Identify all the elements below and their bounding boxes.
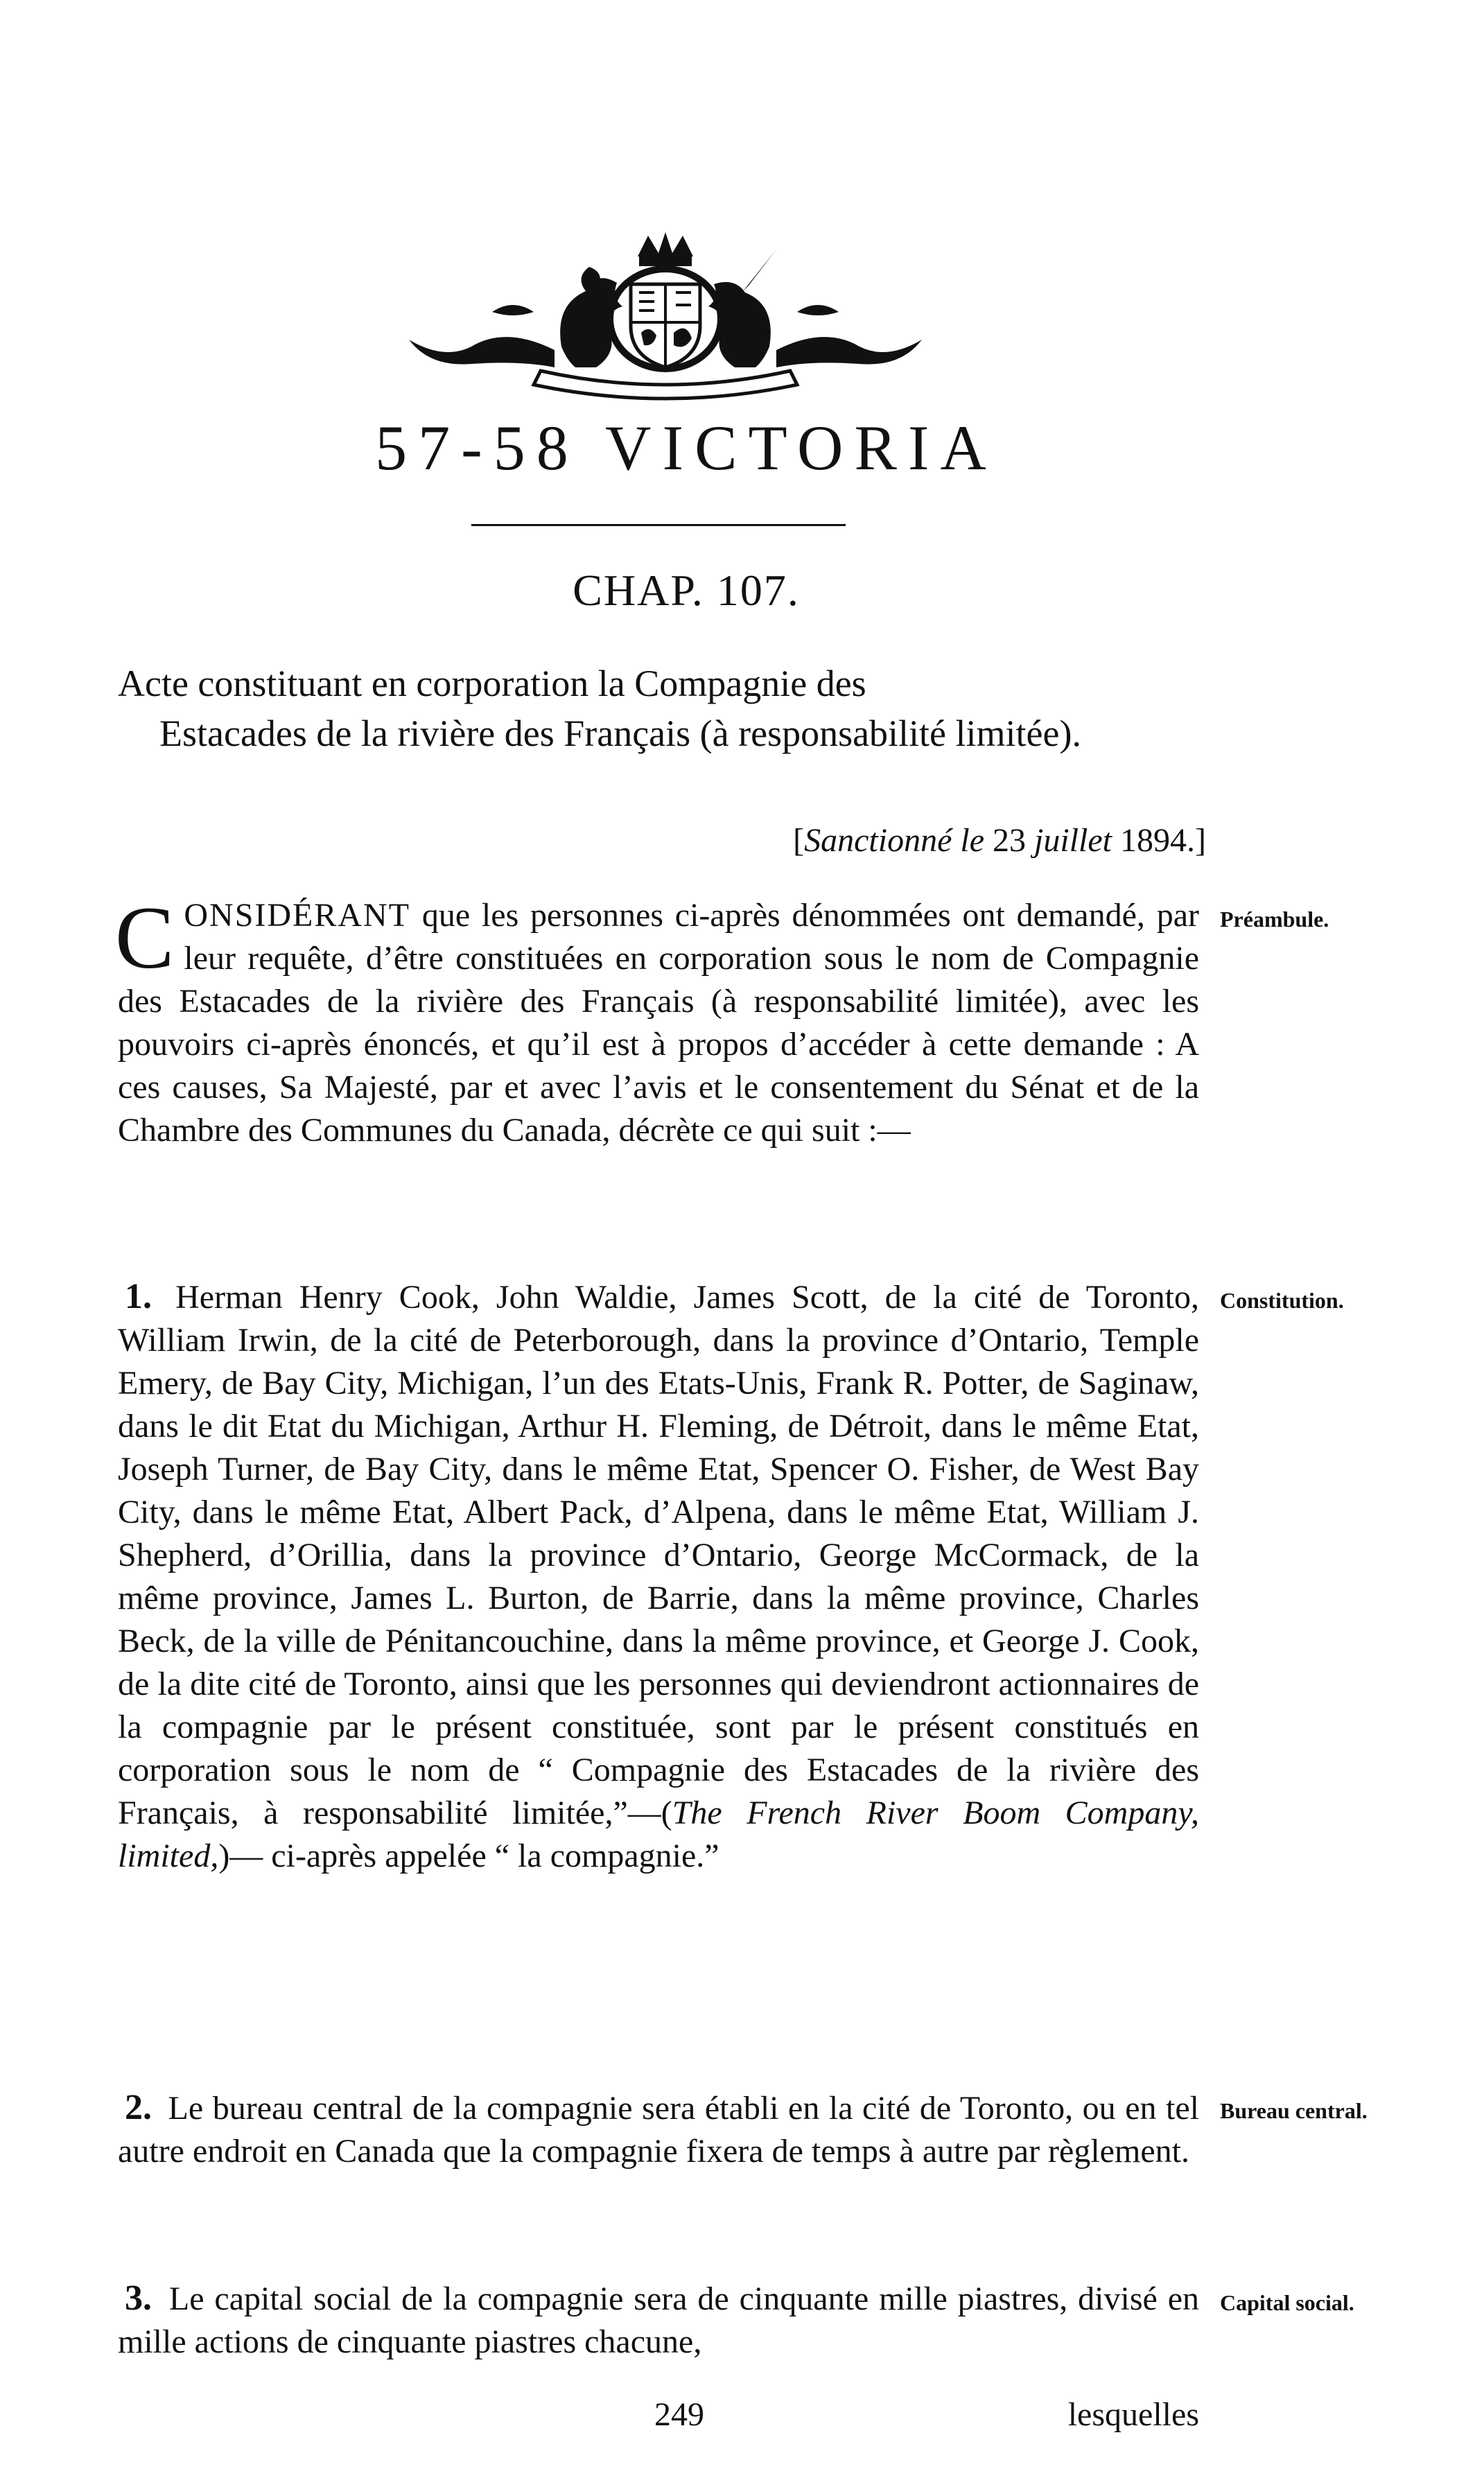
sanction-day: 23 [993, 822, 1027, 859]
regnal-year: 57-58 VICTORIA [375, 412, 997, 483]
preamble-paragraph [115, 889, 1199, 1152]
preamble-lead: ONSIDÉRANT [184, 897, 411, 934]
act-title-line-2: Estacades de la rivière des Français (à responsabilité limitée). [159, 713, 1081, 754]
royal-coat-of-arms-icon [388, 229, 943, 402]
drop-cap: C [115, 889, 175, 987]
sanction-label: Sanctionné le [804, 822, 985, 859]
section-1-english-name: The French River Boom Company, limited, [118, 1795, 1200, 1874]
section-3-text: Le capital social de la compagnie sera de cinquante mille piastres, divisé en mille actions de cinquante piastres chacune, [118, 2280, 1200, 2360]
section-2-paragraph [118, 2086, 1199, 2173]
title-rule [471, 524, 846, 526]
sanction-date [624, 821, 1206, 861]
section-1-tail: )— ci-après appelée “ la compagnie.” [218, 1838, 719, 1874]
section-1-paragraph [118, 1275, 1199, 1878]
page-number: 249 [654, 2396, 704, 2433]
sanction-open: [ [793, 822, 805, 859]
section-number: 2. [125, 2088, 152, 2127]
section-2-text: Le bureau central de la compagnie sera établi en la cité de Toronto, ou en tel autre endroit en Canada que la compagnie fixera de temps à autre par règlement. [118, 2090, 1200, 2170]
act-title [118, 658, 1199, 758]
act-title-line-1: Acte constituant en corporation la Compagnie des [118, 663, 866, 704]
section-number: 3. [125, 2278, 152, 2318]
chapter-heading: CHAP. 107. [573, 566, 800, 615]
margin-note-bureau: Bureau central. [1220, 2098, 1368, 2123]
sanction-month: juillet [1034, 822, 1112, 859]
sanction-year: 1894.] [1120, 822, 1206, 859]
section-3-paragraph [118, 2277, 1199, 2364]
section-number: 1. [125, 1277, 152, 1316]
margin-note-preamble: Préambule. [1220, 907, 1329, 932]
margin-note-constitution: Constitution. [1220, 1288, 1344, 1313]
preamble-text: que les personnes ci-après dénommées ont demandé, par leur requête, d’être constituées en corporation sous le nom de Compagnie des Estacades de la rivière des Français (à responsabilité limitée), avec les pouvoirs ci-après énoncés, et qu’il est à propos d’accéder à cette demande : A ces causes, Sa Majesté, par et avec l’avis et le consentement du Sénat et de la Chambre des Communes du Canada, décrète ce qui suit :— [118, 897, 1199, 1149]
section-1-text: Herman Henry Cook, John Waldie, James Scott, de la cité de Toronto, William Irwin, de la cité de Peterborough, dans la province d’Ontario, Temple Emery, de Bay City, Michigan, l’un des Etats-Unis, Frank R. Potter, de Saginaw, dans le dit Etat du Michigan, Arthur H. Fleming, de Détroit, dans le même Etat, Joseph Turner, de Bay City, dans le même Etat, Spencer O. Fisher, de West Bay City, dans le même Etat, Albert Pack, d’Alpena, dans le même Etat, William J. Shepherd, d’Orillia, dans la province d’Ontario, George McCormack, de la même province, James L. Burton, de Barrie, dans la même province, Charles Beck, de la ville de Pénitancouchine, dans la même province, et George J. Cook, de la dite cité de Toronto, ainsi que les personnes qui deviendront actionnaires de la compagnie par le présent constituée, sont par le présent constitués en corporation sous le nom de “ Compagnie des Estacades de la rivière des Français, à responsabilité limitée,”—( [118, 1279, 1200, 1831]
catchword: lesquelles [1067, 2396, 1199, 2433]
margin-note-capital: Capital social. [1220, 2290, 1354, 2315]
